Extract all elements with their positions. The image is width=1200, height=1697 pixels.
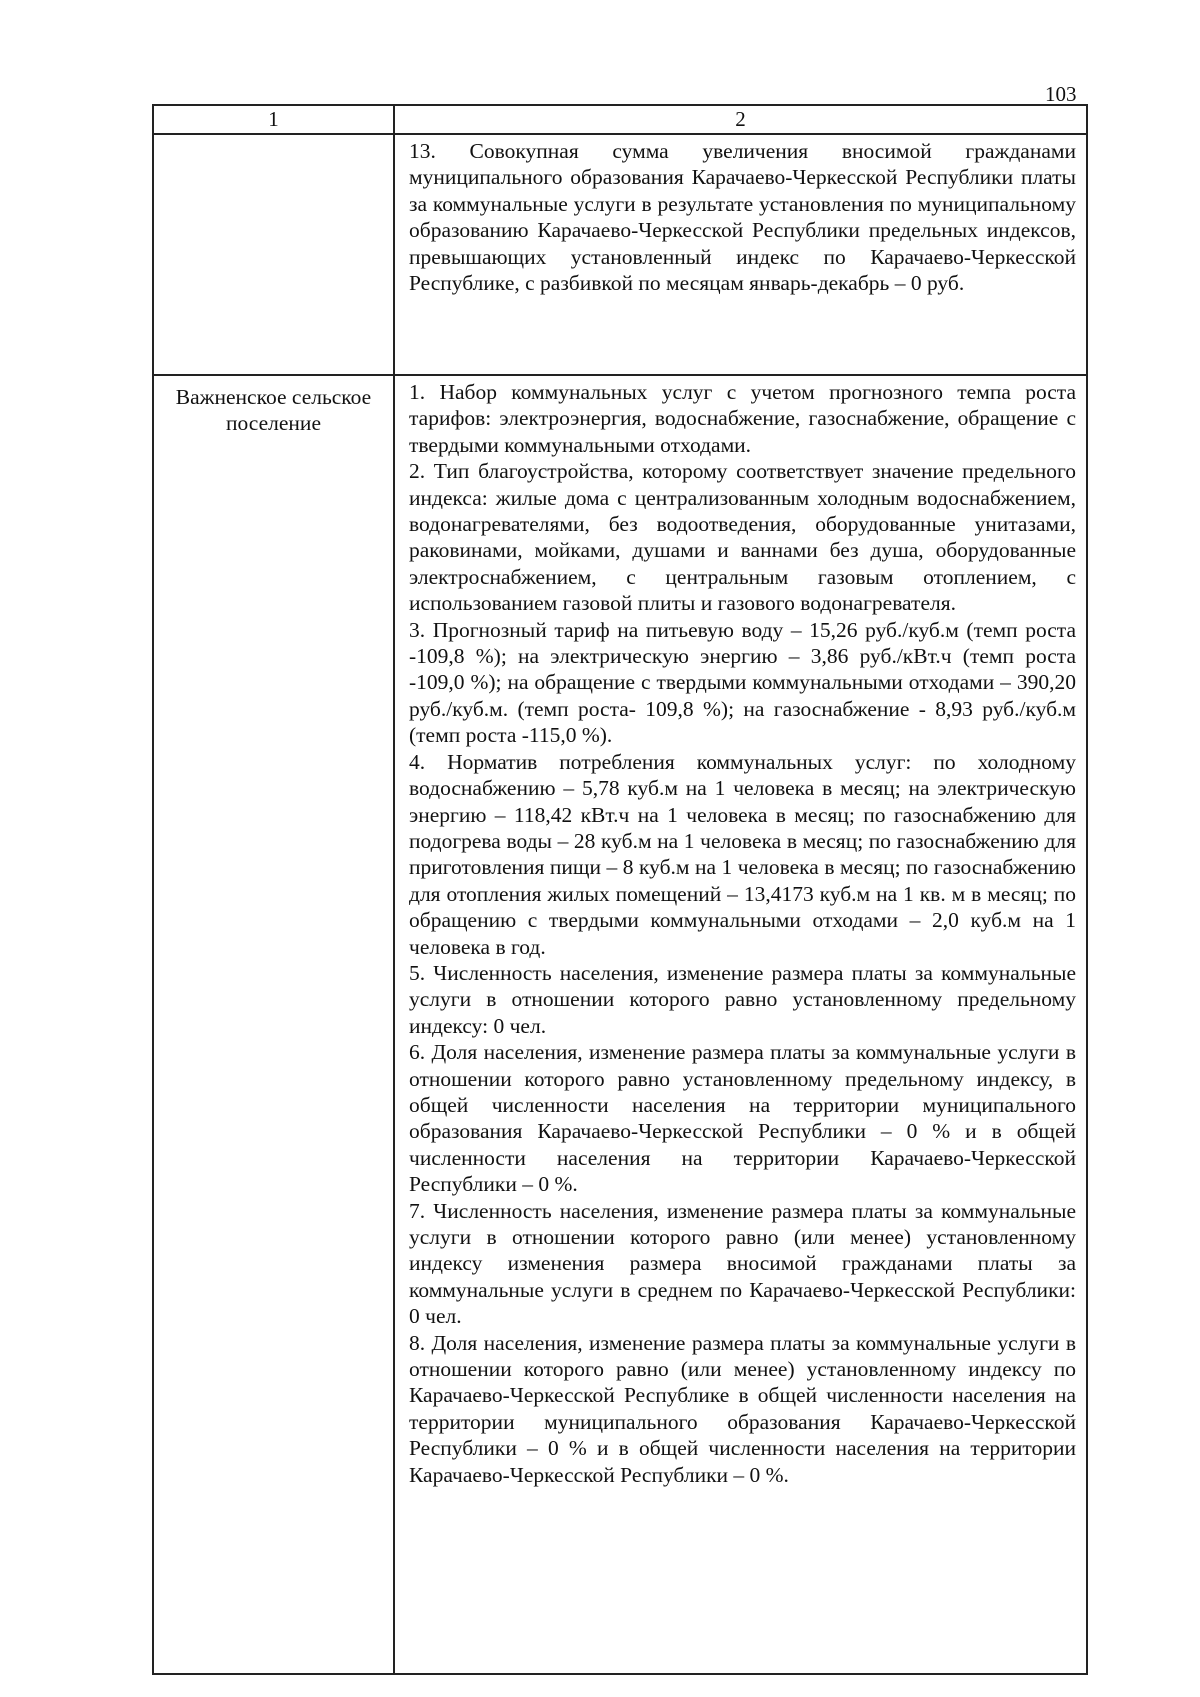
page-number: 103 (1045, 82, 1077, 106)
column-header-2: 2 (394, 105, 1087, 134)
document-table (152, 104, 1088, 1675)
indicator-item: 6. Доля населения, изменение размера платы за коммунальные услуги в отношении которого равно установленному предельному индексу, в общей численности населения на территории муниципального образования Карачаево-Черкесской Республики – 0 % и в общей численности населения на территории Карачаево-Черкесской Республики – 0 %. (409, 1040, 1076, 1197)
indicator-item: 3. Прогнозный тариф на питьевую воду – 15,26 руб./куб.м (темп роста -109,8 %); на электрическую энергию – 3,86 руб./кВт.ч (темп роста -109,0 %); на обращение с твердыми коммунальными отходами – 390,20 руб./куб.м. (темп роста- 109,8 %); на газоснабжение - 8,93 руб./куб.м (темп роста -115,0 %). (409, 617, 1076, 748)
indicator-item: 2. Тип благоустройства, которому соответствует значение предельного индекса: жилые дома с централизованным холодным водоснабжением, водонагревателями, без водоотведения, оборудованные унитазами, раковинами, мойками, душами и ваннами без душа, оборудованные электроснабжением, с центральным газовым отоплением, с использованием газовой плиты и газового водонагревателя. (409, 459, 1076, 616)
indicators-cell (394, 134, 1087, 375)
column-header-1: 1 (153, 105, 394, 134)
indicator-item: 5. Численность населения, изменение размера платы за коммунальные услуги в отношении которого равно установленному предельному индексу: 0 чел. (409, 960, 1076, 1038)
municipality-cell (153, 134, 394, 375)
table-header-row (153, 105, 1087, 134)
municipality-cell: Важненское сельское поселение (153, 375, 394, 1674)
indicator-item: 1. Набор коммунальных услуг с учетом прогнозного темпа роста тарифов: электроэнергия, водоснабжение, газоснабжение, обращение с твердыми коммунальными отходами. (409, 380, 1076, 457)
indicator-item: 8. Доля населения, изменение размера платы за коммунальные услуги в отношении которого равно (или менее) установленному индексу по Карачаево-Черкесской Республике в общей численности населения на территории муниципального образования Карачаево-Черкесской Республики – 0 % и в общей численности населения на территории Карачаево-Черкесской Республики – 0 %. (409, 1330, 1076, 1487)
indicator-item: 4. Норматив потребления коммунальных услуг: по холодному водоснабжению – 5,78 куб.м на 1 человека в месяц; на электрическую энергию – 118,42 кВт.ч на 1 человека в месяц; по газоснабжению для подогрева воды – 28 куб.м на 1 человека в месяц; по газоснабжению для приготовления пищи – 8 куб.м на 1 человека в месяц; по газоснабжению для отопления жилых помещений – 13,4173 куб.м на 1 кв. м в месяц; по обращению с твердыми коммунальными отходами – 2,0 куб.м на 1 человека в год. (409, 749, 1076, 959)
indicator-item: 13. Совокупная сумма увеличения вносимой гражданами муниципального образования Карачаево-Черкесской Республики платы за коммунальные услуги в результате установления по муниципальному образованию Карачаево-Черкесской Республики предельных индексов, превышающих установленный индекс по Карачаево-Черкесской Республике, с разбивкой по месяцам январь-декабрь – 0 руб. (409, 139, 1076, 296)
indicator-item: 7. Численность населения, изменение размера платы за коммунальные услуги в отношении которого равно (или менее) установленному индексу изменения размера вносимой гражданами платы за коммунальные услуги в среднем по Карачаево-Черкесской Республики: 0 чел. (409, 1198, 1076, 1329)
indicators-cell (394, 375, 1087, 1674)
table-row (153, 375, 1087, 1674)
table-row (153, 134, 1087, 375)
